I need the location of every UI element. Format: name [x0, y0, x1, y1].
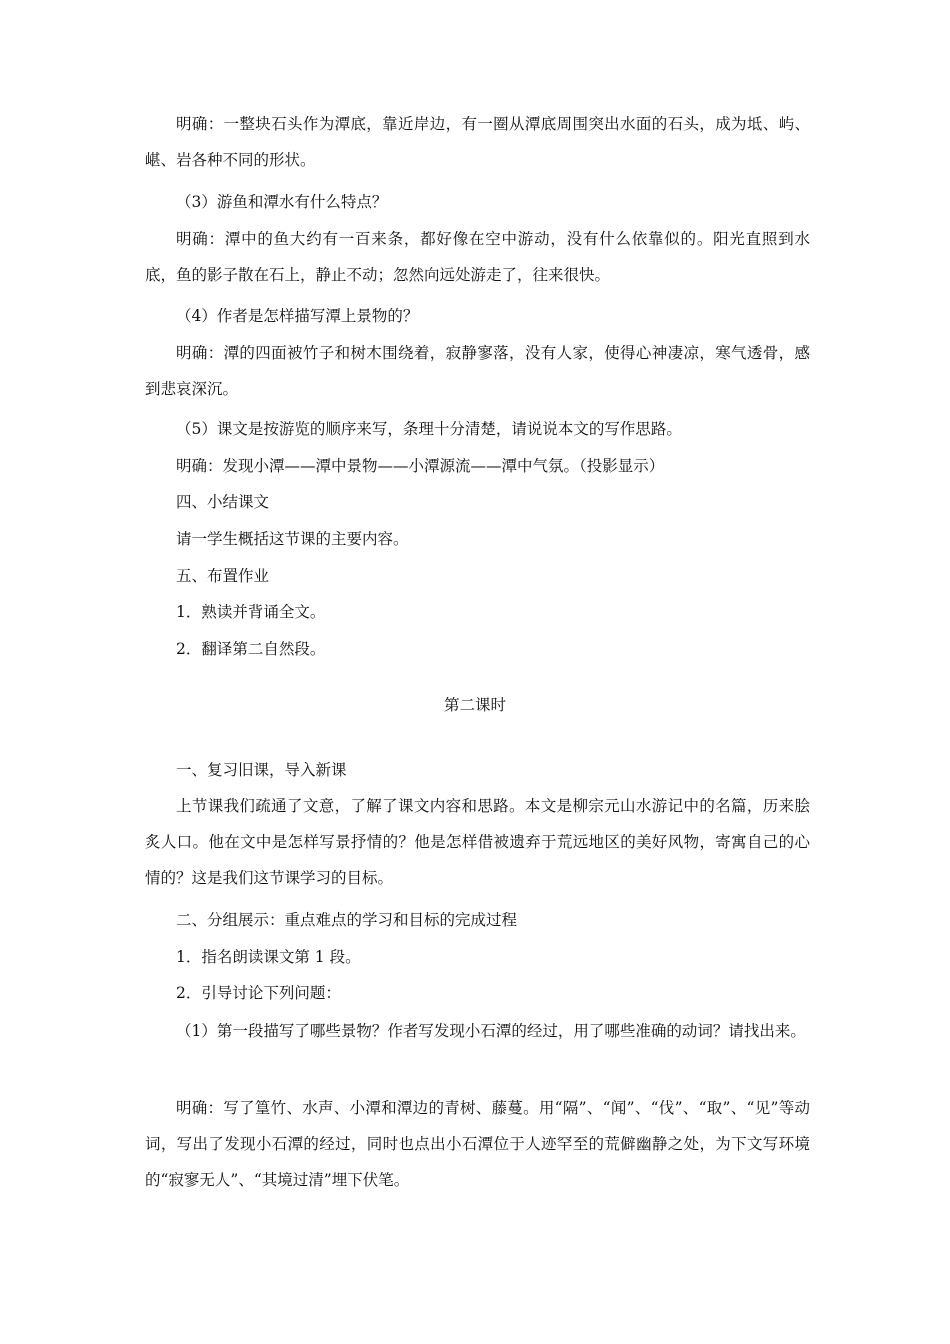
- paragraph-review: 上节课我们疏通了文意，了解了课文内容和思路。本文是柳宗元山水游记中的名篇，历来脍炙人口。他在文中是怎样写景抒情的？他是怎样借被遗弃于荒远地区的美好风物，寄寓自己的心情的？这是我们这节课学习的目标。: [145, 797, 810, 887]
- paragraph-answer-verbs: 明确：写了篁竹、水声、小潭和潭边的青树、藤蔓。用“隔”、“闻”、“伐”、“取”、“见”等动词，写出了发现小石潭的经过，同时也点出小石潭位于人迹罕至的荒僻幽静之处，为下文写环境的“寂寥无人”、“其境过清”埋下伏笔。: [145, 1099, 810, 1189]
- heading-summary: 四、小结课文: [176, 493, 270, 511]
- step-item-1: 1．指名朗读课文第 1 段。: [176, 948, 361, 966]
- paragraph-question-1: （1）第一段描写了哪些景物？作者写发现小石潭的经过，用了哪些准确的动词？请找出来。: [176, 1022, 806, 1040]
- homework-item-2: 2．翻译第二自然段。: [176, 640, 326, 658]
- paragraph-question-5: （5）课文是按游览的顺序来写，条理十分清楚，请说说本文的写作思路。: [176, 420, 682, 438]
- paragraph-question-4: （4）作者是怎样描写潭上景物的？: [176, 307, 419, 325]
- heading-homework: 五、布置作业: [176, 567, 270, 585]
- paragraph-answer-scenery: 明确：潭的四面被竹子和树木围绕着，寂静寥落，没有人家，使得心神凄凉，寒气透骨，感到悲哀深沉。: [145, 344, 810, 398]
- paragraph-question-3: （3）游鱼和潭水有什么特点？: [176, 193, 388, 211]
- paragraph-summary: 请一学生概括这节课的主要内容。: [176, 530, 409, 548]
- step-item-2: 2．引导讨论下列问题：: [176, 984, 341, 1002]
- homework-item-1: 1．熟读并背诵全文。: [176, 603, 326, 621]
- section-title: 第二课时: [443, 696, 506, 714]
- paragraph-answer-shape: 明确：一整块石头作为潭底，靠近岸边，有一圈从潭底周围突出水面的石头，成为坻、屿、嵁、岩各种不同的形状。: [145, 115, 810, 169]
- heading-review: 一、复习旧课，导入新课: [176, 761, 347, 779]
- paragraph-answer-structure: 明确：发现小潭——潭中景物——小潭源流——潭中气氛。（投影显示）: [176, 457, 665, 475]
- paragraph-answer-fish: 明确：潭中的鱼大约有一百来条，都好像在空中游动，没有什么依靠似的。阳光直照到水底，鱼的影子散在石上，静止不动；忽然向远处游走了，往来很快。: [145, 230, 810, 284]
- heading-group-display: 二、分组展示：重点难点的学习和目标的完成过程: [176, 911, 518, 929]
